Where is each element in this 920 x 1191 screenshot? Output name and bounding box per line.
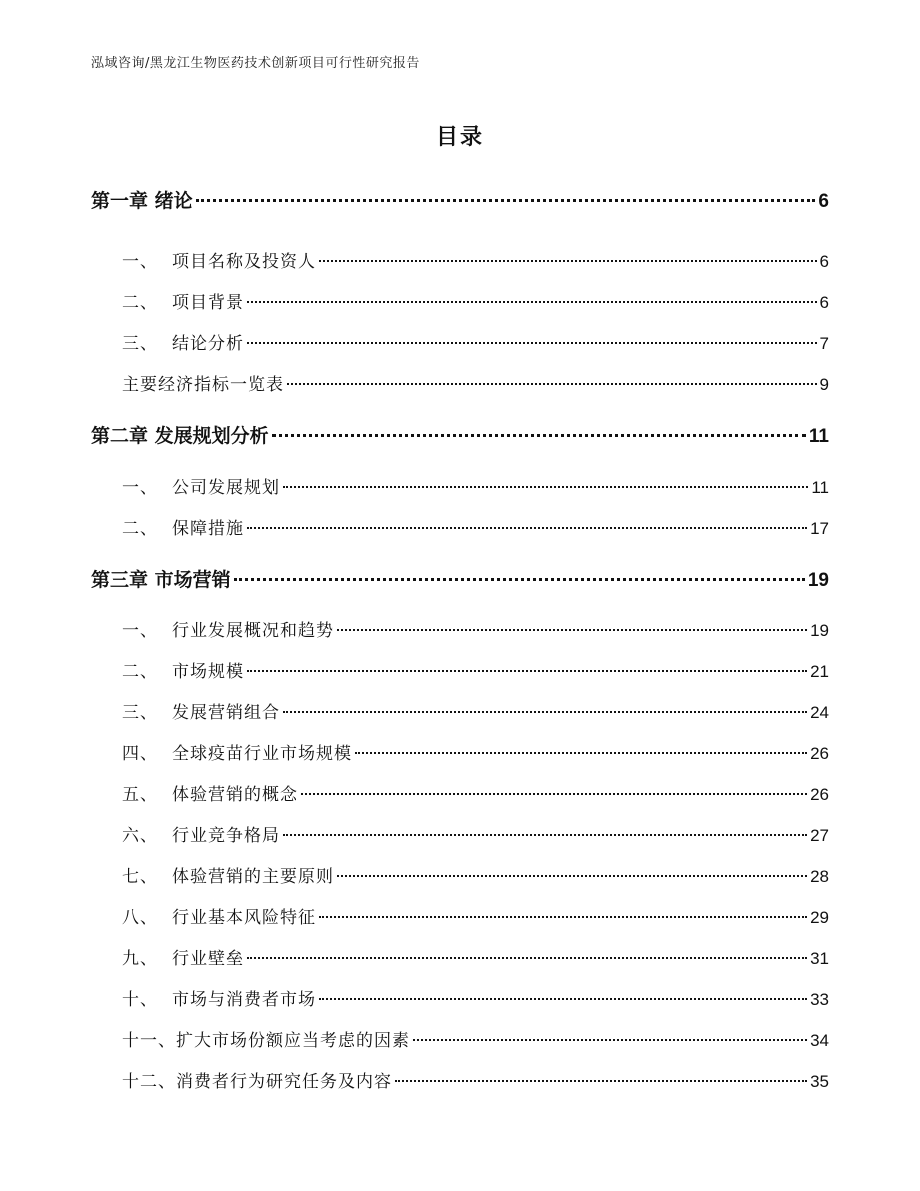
- toc-entry-number: 十二、: [122, 1072, 176, 1092]
- toc-entry-label: [122, 288, 244, 313]
- dot-leader: [395, 1080, 807, 1082]
- toc-section-entry[interactable]: [122, 780, 829, 805]
- toc-entry-text: 市场规模: [172, 662, 244, 682]
- toc-page-number: 26: [810, 785, 829, 804]
- toc-page-number: 6: [819, 252, 829, 271]
- toc-entry-number: 二、: [122, 662, 158, 682]
- toc-entry-text: 发展营销组合: [172, 703, 280, 723]
- toc-page-number: 27: [810, 826, 829, 845]
- dot-leader: [272, 434, 806, 437]
- toc-entry-label: [122, 944, 244, 969]
- toc-entry-number: 第一章: [91, 190, 149, 212]
- toc-entry-number: 三、: [122, 703, 158, 723]
- toc-entry-text: 项目名称及投资人: [172, 252, 316, 272]
- toc-page-number: 6: [819, 293, 829, 312]
- toc-page-number: 11: [808, 426, 829, 447]
- toc-entry-label: [122, 473, 280, 498]
- toc-entry-text: 行业发展概况和趋势: [172, 621, 334, 641]
- toc-entry-number: 二、: [122, 519, 158, 539]
- dot-leader: [283, 711, 807, 713]
- toc-entry-label: [122, 1067, 392, 1092]
- toc-entry-label: [122, 821, 280, 846]
- toc-entry-text: 体验营销的主要原则: [172, 867, 334, 887]
- toc-entry-label: [122, 903, 316, 928]
- toc-entry-text: 绪论: [154, 190, 193, 212]
- toc-page-number: 19: [807, 570, 829, 591]
- toc-section-entry[interactable]: [122, 1026, 829, 1051]
- toc-page-number: 17: [810, 519, 829, 538]
- toc-section-entry[interactable]: [122, 473, 829, 498]
- toc-entry-label: [122, 657, 244, 682]
- toc-page-number: 35: [810, 1072, 829, 1091]
- dot-leader: [287, 383, 817, 385]
- toc-chapter-entry[interactable]: [91, 565, 829, 592]
- toc-entry-label: [122, 247, 316, 272]
- toc-section-entry[interactable]: [122, 903, 829, 928]
- toc-page-number: 28: [810, 867, 829, 886]
- toc-page-number: 29: [810, 908, 829, 927]
- dot-leader: [247, 957, 807, 959]
- toc-entry-text: 结论分析: [172, 334, 244, 354]
- toc-section-entry[interactable]: [122, 1067, 829, 1092]
- toc-entry-label: [91, 565, 231, 592]
- toc-entry-text: 主要经济指标一览表: [122, 375, 284, 395]
- toc-entry-number: 四、: [122, 744, 158, 764]
- toc-page-number: 31: [810, 949, 829, 968]
- toc-section-entry[interactable]: [122, 944, 829, 969]
- toc-section-entry[interactable]: [122, 514, 829, 539]
- toc-entry-number: 九、: [122, 949, 158, 969]
- dot-leader: [355, 752, 807, 754]
- toc-page-number: 9: [819, 375, 829, 394]
- toc-page-number: 21: [810, 662, 829, 681]
- toc-chapter-entry[interactable]: [91, 421, 829, 448]
- toc-entry-number: 一、: [122, 252, 158, 272]
- toc-entry-number: 一、: [122, 621, 158, 641]
- toc-section-entry[interactable]: [122, 985, 829, 1010]
- toc-section-entry[interactable]: [122, 657, 829, 682]
- dot-leader: [283, 834, 807, 836]
- toc-section-entry[interactable]: [122, 698, 829, 723]
- toc-page-number: 19: [810, 621, 829, 640]
- toc-entry-label: [91, 186, 193, 213]
- toc-entry-text: 全球疫苗行业市场规模: [172, 744, 352, 764]
- dot-leader: [283, 486, 808, 488]
- toc-entry-number: 七、: [122, 867, 158, 887]
- toc-entry-text: 消费者行为研究任务及内容: [176, 1072, 392, 1092]
- toc-entry-number: 一、: [122, 478, 158, 498]
- toc-page-number: 26: [810, 744, 829, 763]
- dot-leader: [301, 793, 807, 795]
- dot-leader: [196, 199, 816, 202]
- toc-section-entry[interactable]: [122, 288, 829, 313]
- dot-leader: [247, 301, 817, 303]
- toc-entry-label: [122, 329, 244, 354]
- toc-chapter-entry[interactable]: [91, 186, 829, 213]
- toc-section-entry[interactable]: [122, 329, 829, 354]
- dot-leader: [247, 342, 817, 344]
- toc-page-number: 6: [818, 191, 829, 212]
- toc-section-entry[interactable]: [122, 616, 829, 641]
- toc-page-number: 11: [811, 478, 829, 497]
- toc-entry-text: 行业基本风险特征: [172, 908, 316, 928]
- toc-entry-label: [122, 985, 316, 1010]
- dot-leader: [337, 629, 807, 631]
- dot-leader: [247, 670, 807, 672]
- toc-entry-number: 八、: [122, 908, 158, 928]
- toc-entry-number: 六、: [122, 826, 158, 846]
- page-header: 泓域咨询/黑龙江生物医药技术创新项目可行性研究报告: [91, 56, 420, 71]
- dot-leader: [319, 916, 807, 918]
- dot-leader: [234, 578, 805, 581]
- toc-entry-text: 市场营销: [154, 569, 231, 591]
- toc-entry-number: 十一、: [122, 1031, 176, 1051]
- toc-page-number: 34: [810, 1031, 829, 1050]
- toc-entry-label: [122, 1026, 410, 1051]
- toc-entry-number: 三、: [122, 334, 158, 354]
- toc-section-entry[interactable]: [122, 862, 829, 887]
- toc-entry-text: 行业壁垒: [172, 949, 244, 969]
- toc-section-entry[interactable]: [122, 370, 829, 395]
- toc-title: 目录: [435, 125, 484, 150]
- dot-leader: [319, 260, 817, 262]
- toc-section-entry[interactable]: [122, 247, 829, 272]
- toc-entry-label: [122, 698, 280, 723]
- toc-section-entry[interactable]: [122, 821, 829, 846]
- toc-entry-label: [122, 370, 284, 395]
- toc-entry-label: [122, 616, 334, 641]
- toc-entry-label: [122, 862, 334, 887]
- toc-entry-label: [91, 421, 269, 448]
- toc-entry-number: 第二章: [91, 425, 149, 447]
- dot-leader: [337, 875, 807, 877]
- toc-page-number: 24: [810, 703, 829, 722]
- toc-page-number: 7: [819, 334, 829, 353]
- toc-section-entry[interactable]: [122, 739, 829, 764]
- toc-entry-number: 二、: [122, 293, 158, 313]
- toc-entry-text: 体验营销的概念: [172, 785, 298, 805]
- toc-entry-text: 项目背景: [172, 293, 244, 313]
- toc-entry-text: 发展规划分析: [154, 425, 269, 447]
- dot-leader: [413, 1039, 807, 1041]
- toc-entry-number: 五、: [122, 785, 158, 805]
- toc-page-number: 33: [810, 990, 829, 1009]
- toc-entry-label: [122, 780, 298, 805]
- toc-entry-number: 十、: [122, 990, 158, 1010]
- dot-leader: [247, 527, 807, 529]
- toc-entry-label: [122, 514, 244, 539]
- toc-entry-text: 公司发展规划: [172, 478, 280, 498]
- toc-entry-label: [122, 739, 352, 764]
- toc-entry-text: 行业竞争格局: [172, 826, 280, 846]
- dot-leader: [319, 998, 807, 1000]
- toc-entry-text: 扩大市场份额应当考虑的因素: [176, 1031, 410, 1051]
- toc-entry-text: 市场与消费者市场: [172, 990, 316, 1010]
- toc-entry-number: 第三章: [91, 569, 149, 591]
- toc-entry-text: 保障措施: [172, 519, 244, 539]
